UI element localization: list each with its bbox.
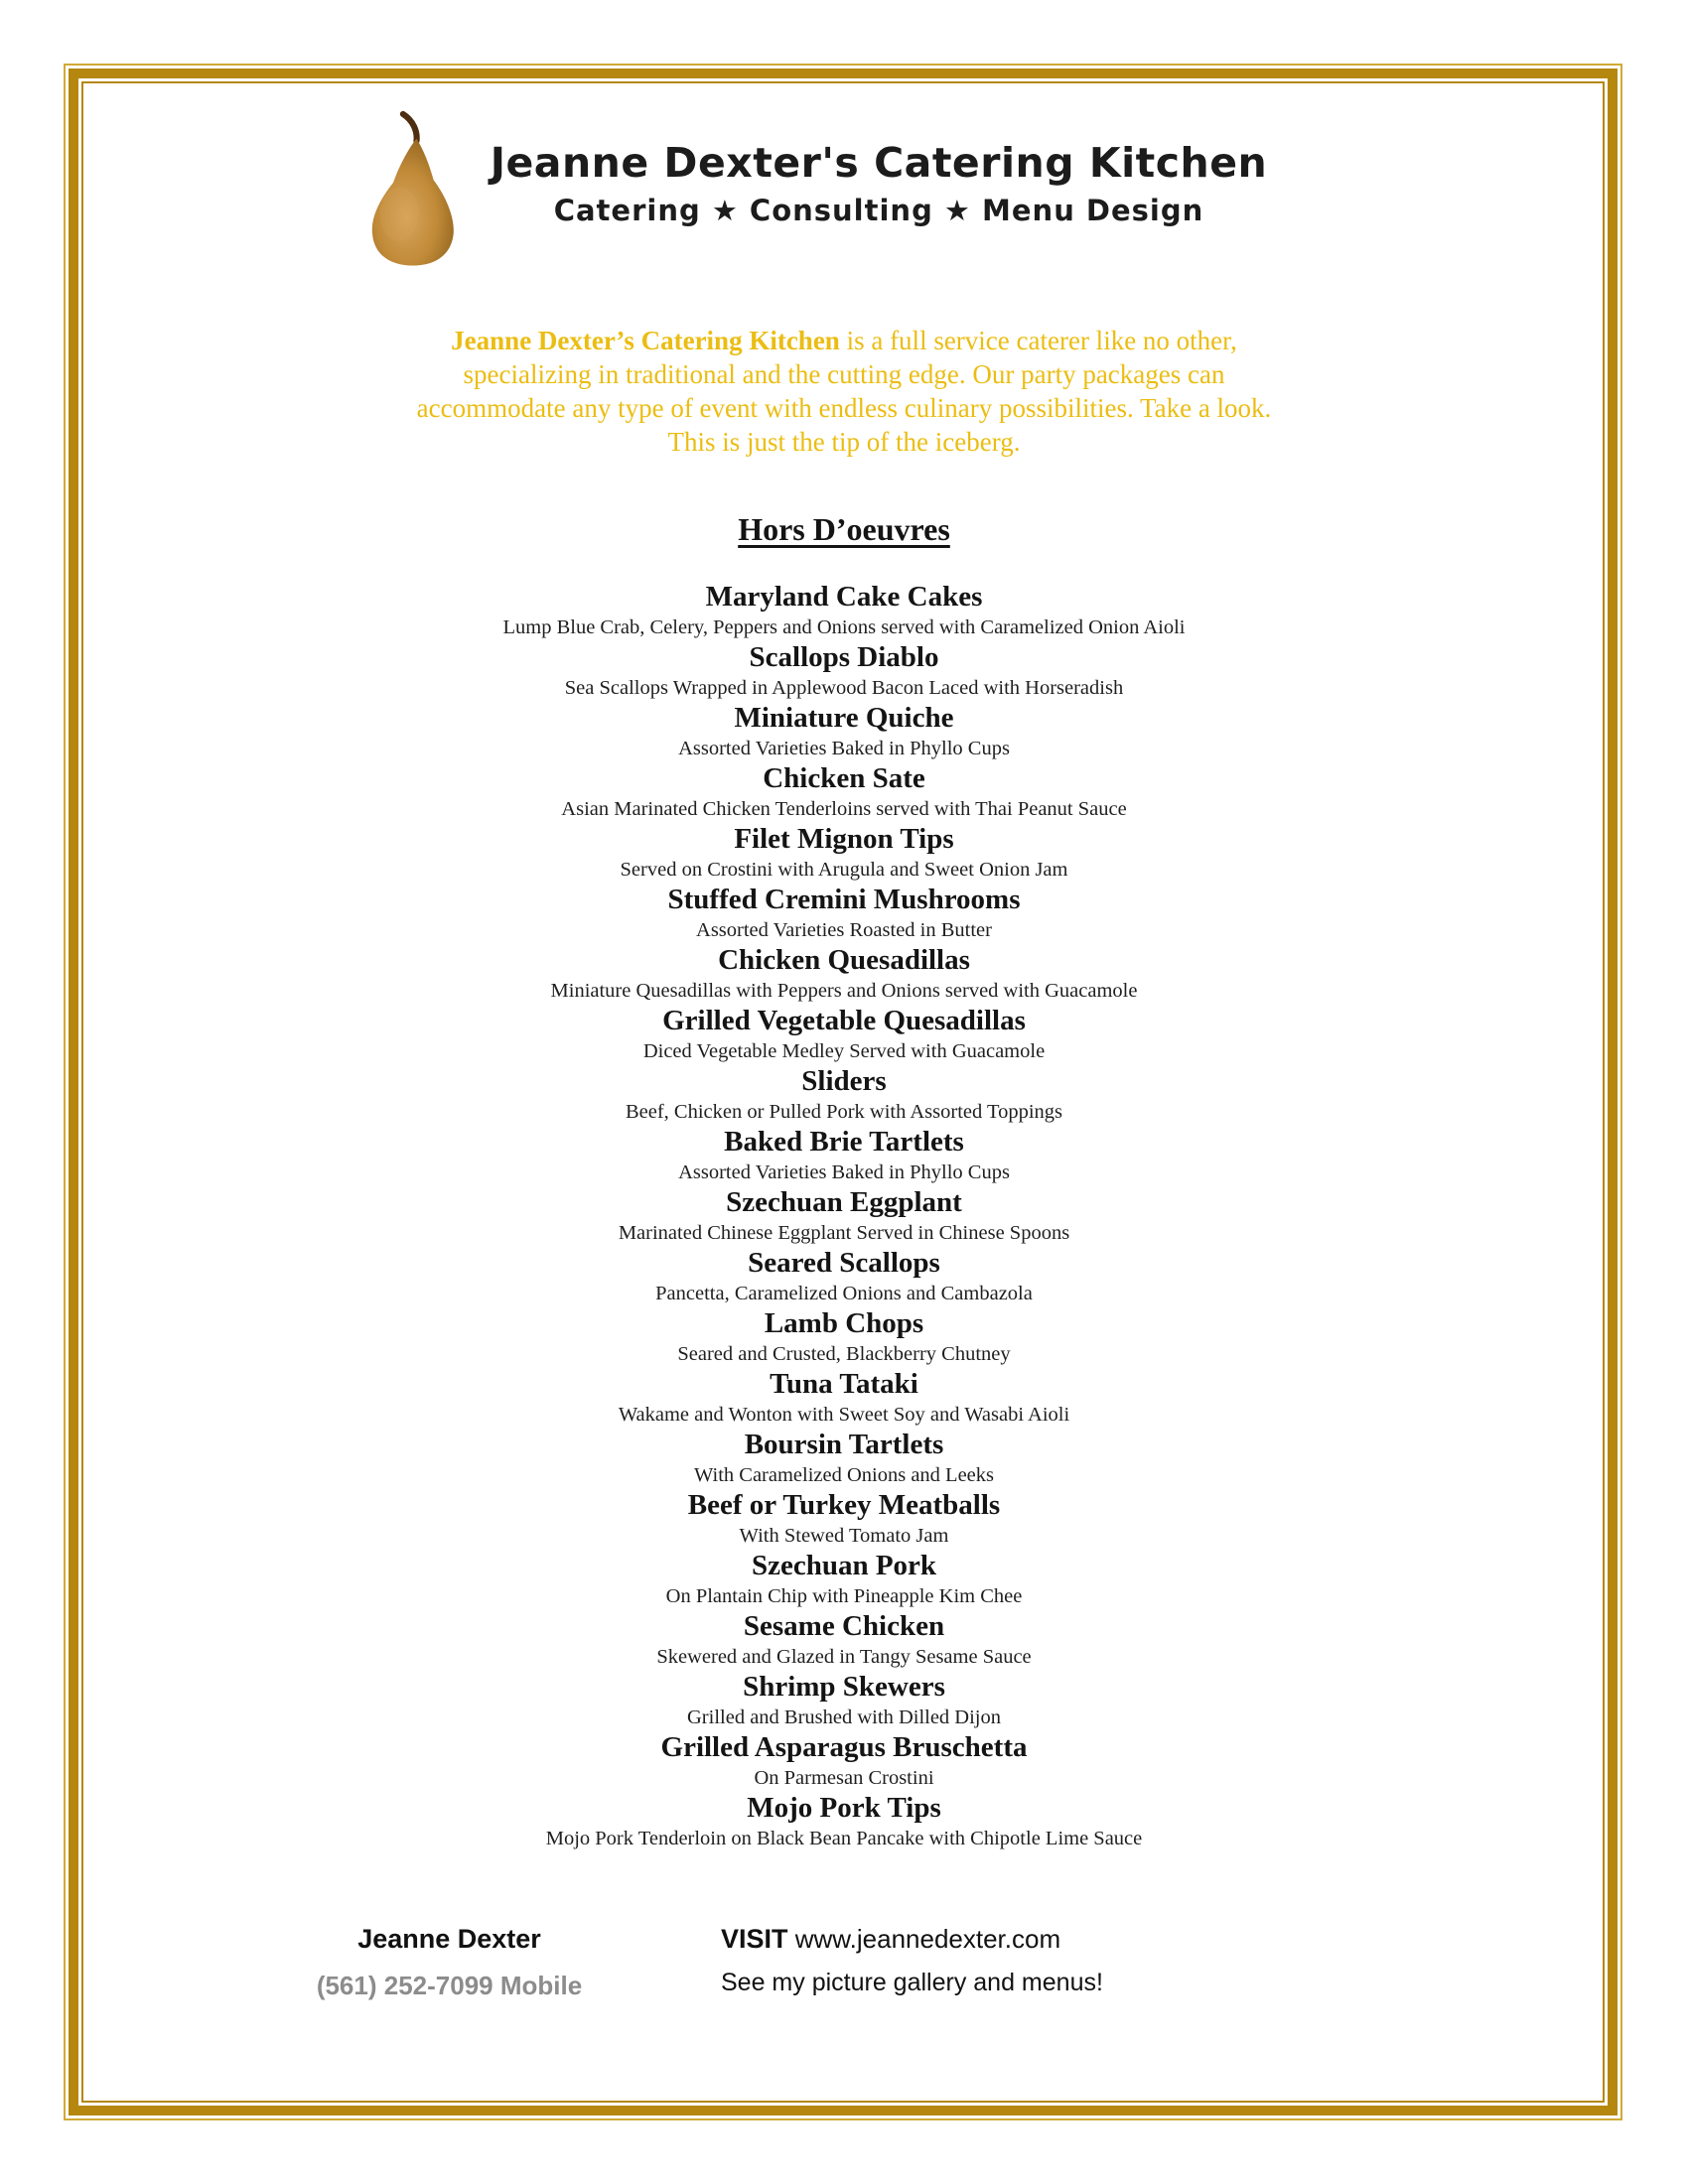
logo: [0, 109, 1653, 268]
menu-list: [0, 582, 1688, 1853]
menu-item-description: With Stewed Tomato Jam: [739, 1525, 949, 1547]
menu-item-name: Stuffed Cremini Mushrooms: [667, 884, 1021, 915]
menu-item: [0, 1006, 1688, 1066]
menu-item-name: Grilled Asparagus Bruschetta: [660, 1731, 1028, 1763]
logo-title: Jeanne Dexter's Catering Kitchen: [490, 138, 1268, 187]
menu-item-name: Szechuan Eggplant: [726, 1186, 962, 1218]
menu-item-name: Mojo Pork Tips: [747, 1792, 941, 1824]
menu-item: [0, 885, 1688, 945]
intro-body: is a full service caterer like no other, specializing in traditional and the cutting edge. Our party packages can accommodate any type of event with endless culinary possibilities. Take a look. This is just the tip of the iceberg.: [416, 326, 1272, 457]
menu-item-description: Assorted Varieties Baked in Phyllo Cups: [678, 738, 1010, 759]
menu-item: [0, 1611, 1688, 1672]
menu-item-description: Mojo Pork Tenderloin on Black Bean Pancake with Chipotle Lime Sauce: [545, 1828, 1143, 1849]
footer-contact-name: Jeanne Dexter: [357, 1924, 541, 1954]
menu-item-description: On Parmesan Crostini: [754, 1767, 934, 1789]
menu-item: [0, 642, 1688, 703]
menu-item-description: Sea Scallops Wrapped in Applewood Bacon Laced with Horseradish: [564, 677, 1124, 699]
menu-item-name: Grilled Vegetable Quesadillas: [662, 1005, 1026, 1036]
menu-item-name: Boursin Tartlets: [744, 1429, 944, 1460]
menu-item: [0, 1369, 1688, 1430]
footer-website-block: [721, 1924, 1103, 1997]
menu-item-name: Lamb Chops: [764, 1307, 924, 1339]
menu-item: [0, 1127, 1688, 1187]
menu-item: [0, 1248, 1688, 1308]
pear-icon: [352, 109, 477, 268]
footer-website: www.jeannedexter.com: [794, 1924, 1061, 1954]
menu-item-name: Filet Mignon Tips: [734, 823, 954, 855]
menu-item-name: Seared Scallops: [748, 1247, 940, 1279]
menu-item: [0, 1308, 1688, 1369]
menu-item-name: Tuna Tataki: [770, 1368, 918, 1400]
menu-item-name: Chicken Sate: [763, 762, 925, 794]
menu-item-name: Sliders: [801, 1065, 887, 1097]
menu-item-description: With Caramelized Onions and Leeks: [693, 1464, 995, 1486]
menu-item: [0, 945, 1688, 1006]
menu-item-name: Chicken Quesadillas: [718, 944, 970, 976]
menu-item-description: Marinated Chinese Eggplant Served in Chinese Spoons: [618, 1222, 1070, 1244]
menu-item: [0, 1551, 1688, 1611]
menu-item-description: Assorted Varieties Roasted in Butter: [696, 919, 992, 941]
menu-item: [0, 763, 1688, 824]
menu-item-description: Grilled and Brushed with Dilled Dijon: [687, 1706, 1001, 1728]
menu-item-name: Maryland Cake Cakes: [705, 581, 983, 613]
menu-item-name: Beef or Turkey Meatballs: [687, 1489, 1001, 1521]
menu-item-name: Szechuan Pork: [751, 1550, 937, 1581]
menu-item-description: Pancetta, Caramelized Onions and Cambazola: [655, 1283, 1033, 1304]
menu-item: [0, 1732, 1688, 1793]
logo-subtitle: Catering ★ Consulting ★ Menu Design: [553, 193, 1204, 227]
menu-item-description: Skewered and Glazed in Tangy Sesame Sauce: [656, 1646, 1032, 1668]
menu-item-name: Sesame Chicken: [743, 1610, 945, 1642]
footer-tagline: See my picture gallery and menus!: [721, 1969, 1103, 1996]
menu-item: [0, 1430, 1688, 1490]
footer-visit-label: VISIT: [721, 1924, 788, 1954]
footer-contact-phone: (561) 252-7099 Mobile: [316, 1971, 583, 2000]
menu-item: [0, 1187, 1688, 1248]
logo-text: [491, 139, 1268, 239]
menu-item-name: Scallops Diablo: [749, 641, 939, 673]
menu-item-description: Served on Crostini with Arugula and Sweet Onion Jam: [620, 859, 1068, 881]
menu-item-description: On Plantain Chip with Pineapple Kim Chee: [665, 1585, 1023, 1607]
intro-paragraph: [407, 324, 1281, 459]
menu-item: [0, 582, 1688, 642]
menu-item: [0, 824, 1688, 885]
footer-visit-line: [721, 1924, 1103, 1955]
menu-item-description: Lump Blue Crab, Celery, Peppers and Onions served with Caramelized Onion Aioli: [502, 616, 1186, 638]
menu-item-description: Asian Marinated Chicken Tenderloins served with Thai Peanut Sauce: [561, 798, 1127, 820]
menu-item-name: Shrimp Skewers: [743, 1671, 945, 1703]
footer-contact-block: [278, 1924, 621, 2001]
menu-item-description: Assorted Varieties Baked in Phyllo Cups: [678, 1161, 1010, 1183]
menu-item: [0, 703, 1688, 763]
menu-item-name: Baked Brie Tartlets: [724, 1126, 964, 1158]
menu-item: [0, 1672, 1688, 1732]
menu-item: [0, 1793, 1688, 1853]
menu-item: [0, 1490, 1688, 1551]
menu-item: [0, 1066, 1688, 1127]
menu-item-description: Miniature Quesadillas with Peppers and Onions served with Guacamole: [550, 980, 1138, 1002]
menu-item-description: Beef, Chicken or Pulled Pork with Assorted Toppings: [625, 1101, 1063, 1123]
menu-item-description: Diced Vegetable Medley Served with Guacamole: [642, 1040, 1046, 1062]
menu-section-title: Hors D’oeuvres: [738, 511, 950, 547]
menu-item-name: Miniature Quiche: [734, 702, 954, 734]
menu-item-description: Wakame and Wonton with Sweet Soy and Wasabi Aioli: [618, 1404, 1070, 1426]
intro-lead: Jeanne Dexter’s Catering Kitchen: [451, 326, 840, 355]
menu-item-description: Seared and Crusted, Blackberry Chutney: [677, 1343, 1011, 1365]
